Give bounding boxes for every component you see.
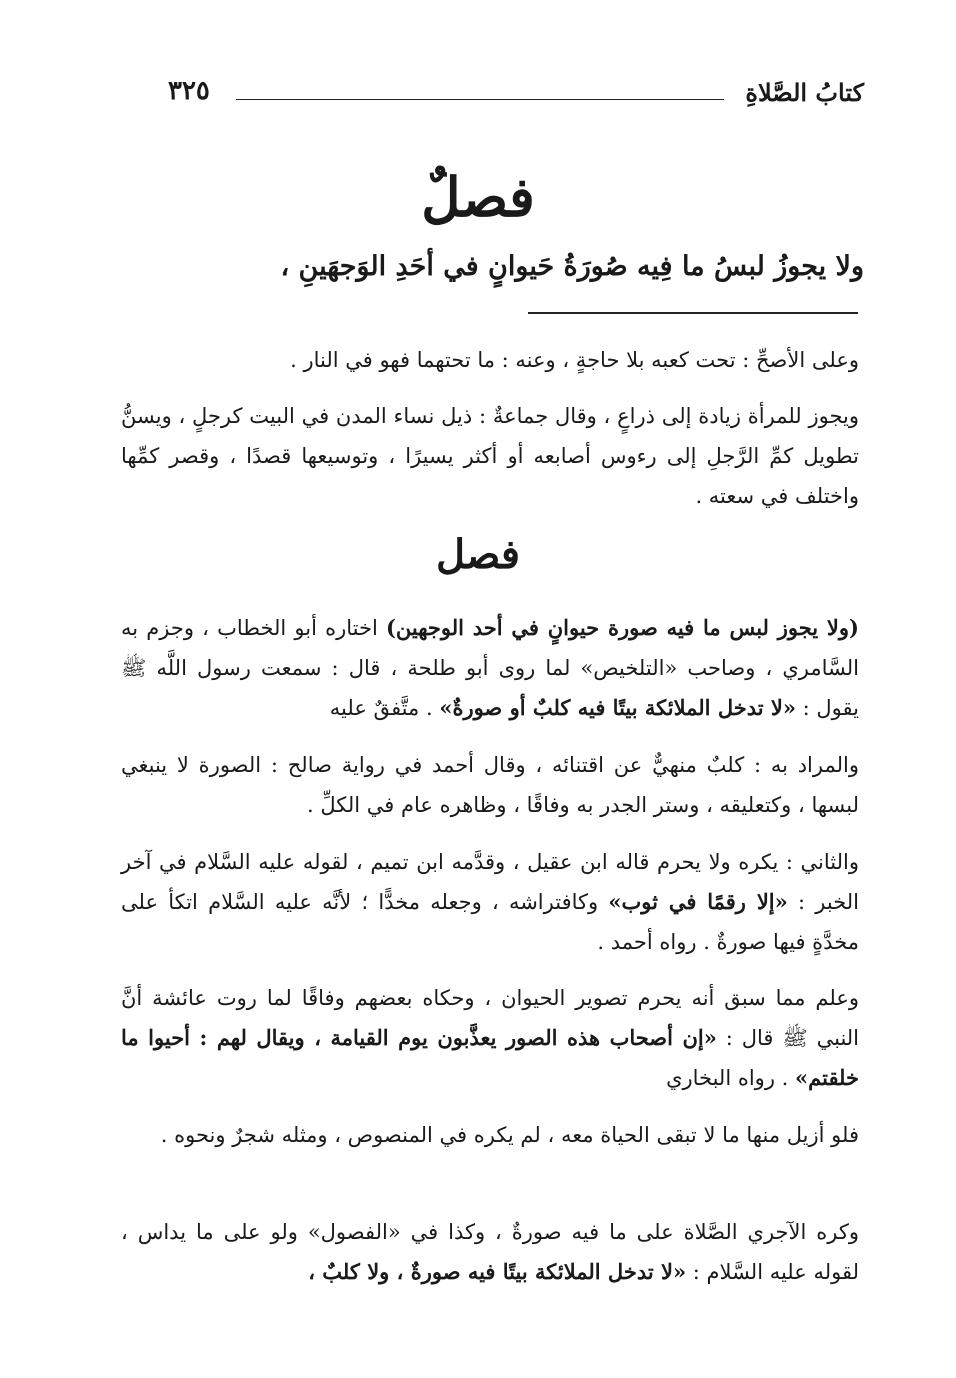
paragraph-text: وكافتراشه ، وجعله مخدًّا ؛ لأنَّه عليه السَّلام اتكأ على مخدَّةٍ فيها صورةٌ . رواه أحمد . [121,890,859,954]
paragraph-text: اختاره أبو الخطاب ، وجزم به السَّامري ، وصاحب «التلخيص» لما روى أبو طلحة ، قال : سمعت رسول اللَّه ﷺ يقول : [121,616,859,720]
paragraph-text: وعلم مما سبق أنه يحرم تصوير الحيوان ، وحكاه بعضهم وفاقًا لما روت عائشة أنَّ النبي ﷺ قال : [121,986,860,1050]
running-header-title: كتابُ الصَّلاةِ [745,78,864,107]
sharh-paragraph-1 [121,608,859,728]
matn-section-heading: فصلٌ [421,165,535,229]
paragraph-text: وكره الآجري الصَّلاة على ما فيه صورةٌ ، وكذا في «الفصول» ولو على ما يداس ، لقوله عليه السَّلام : [121,1220,860,1284]
hadith-quote: «إلا رقمًا في ثوب» [608,889,788,914]
sharh-paragraph-6 [121,1212,859,1292]
sharh-paragraph-3 [121,842,859,962]
matn-note-ala-alasah: وعلى الأصحِّ : تحت كعبه بلا حاجةٍ ، وعنه : ما تحتهما فهو في النار . [290,348,859,372]
paragraph-text: . رواه البخاري [666,1066,795,1090]
matn-text: ولا يجوزُ لبسُ ما فِيه صُورَةُ حَيوانٍ في أحَدِ الوَجهَينِ ، [280,251,864,282]
matn-note-yajuz: ويجوز للمرأة زيادة إلى ذراعٍ ، وقال جماعةٌ : ذيل نساء المدن في البيت كرجلٍ ، ويسنُّ تطويل كمِّ الرَّجلِ إلى رءوس أصابعه أو أكثر يسيرًا ، وتوسيعها قصدًا ، وقصر كمِّها واختلف في سعته . [121,404,859,508]
matn-separator-rule [528,312,858,314]
sharh-paragraph-2: والمراد به : كلبٌ منهيٌّ عن اقتنائه ، وقال أحمد في رواية صالح : الصورة لا ينبغي لبسها ، وكتعليقه ، وستر الجدر به وفاقًا ، وظاهره عام في الكلِّ . [121,753,859,817]
sharh-paragraph-4 [121,978,859,1098]
hadith-quote: «لا تدخل الملائكة بيتًا فيه صورةٌ ، ولا كلبٌ ، [308,1259,687,1284]
hadith-quote: «إن أصحاب هذه الصور يعذَّبون يوم القيامة ، ويقال لهم : أحيوا ما خلقتم» [121,1025,859,1090]
sharh-paragraph-5: فلو أزيل منها ما لا تبقى الحياة معه ، لم يكره في المنصوص ، ومثله شجرٌ ونحوه . [160,1123,859,1147]
hadith-quote: «لا تدخل الملائكة بيتًا فيه كلبٌ أو صورةٌ» [439,695,796,720]
paragraph-text: والثاني : يكره ولا يحرم قاله ابن عقيل ، وقدَّمه ابن تميم ، لقوله عليه السَّلام في آخر الخبر : [121,850,860,914]
page-number: ٣٢٥ [168,76,210,106]
paragraph-text: . متَّفقٌ عليه [329,696,440,720]
matn-quote: (ولا يجوز لبس ما فيه صورة حيوانٍ في أحد الوجهين) [385,615,859,640]
header-rule [236,99,724,100]
sharh-section-heading: فصل [435,531,521,578]
